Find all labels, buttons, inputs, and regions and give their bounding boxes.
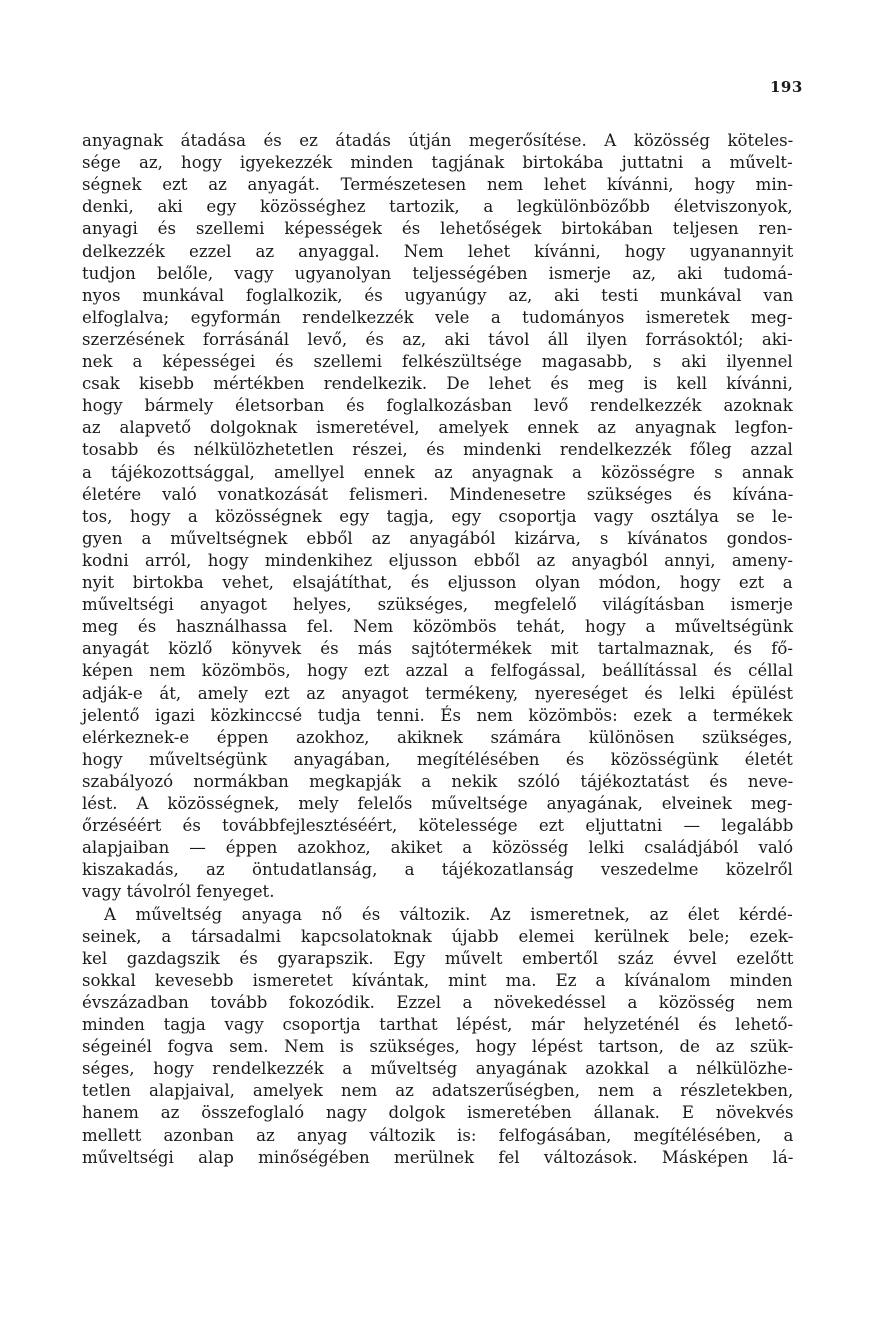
text-line: gyen a műveltségnek ebből az anyagából kizárva, s kívánatos gondos- [82,528,793,548]
text-line: elfoglalva; egyformán rendelkezzék vele a tudományos ismeretek meg- [82,307,793,327]
text-line: sokkal kevesebb ismeretet kívántak, mint ma. Ez a kívánalom minden [82,970,793,990]
text-line: tetlen alapjaival, amelyek nem az adatszerűségben, nem a részletekben, [82,1081,794,1101]
text-line: adják-e át, amely ezt az anyagot termékeny, nyereséget és lelki épülést [82,683,794,703]
text-line: hanem az összefoglaló nagy dolgok ismeretében állanak. E növekvés [82,1103,794,1123]
text-line: ségeinél fogva sem. Nem is szükséges, hogy lépést tartson, de az szük- [82,1037,794,1057]
text-line: seinek, a társadalmi kapcsolatoknak újabb elemei kerülnek bele; ezek- [82,926,794,946]
text-line: sége az, hogy igyekezzék minden tagjának birtokába juttatni a művelt- [82,153,793,173]
text-line: jelentő igazi közkinccsé tudja tenni. És nem közömbös: ezek a termékek [82,705,793,725]
text-line: nek a képességei és szellemi felkészültsége magasabb, s aki ilyennel [82,352,793,371]
page-number: 193 [770,78,803,96]
text-line: évszázadban tovább fokozódik. Ezzel a növekedéssel a közösség nem [82,992,793,1012]
text-line: séges, hogy rendelkezzék a műveltség anyagának azokkal a nélkülözhe- [82,1059,793,1079]
text-line: tosabb és nélkülözhetetlen részei, és mindenki rendelkezzék főleg azzal [82,440,793,460]
text-line: kel gazdagszik és gyarapszik. Egy művelt embertől száz évvel ezelőtt [82,948,794,968]
text-line: ségnek ezt az anyagát. Természetesen nem lehet kívánni, hogy min- [82,175,793,195]
text-line: kodni arról, hogy mindenkihez eljusson ebből az anyagból annyi, ameny- [82,550,794,570]
text-line: minden tagja vagy csoportja tarthat lépést, már helyzeténél és lehető- [82,1015,794,1034]
text-line: a tájékozottsággal, amellyel ennek az anyagnak a közösségre s annak [82,462,794,482]
text-line: életére való vonatkozását felismeri. Mindenesetre szükséges és kívána- [82,484,794,504]
text-line: nyit birtokba vehet, elsajátíthat, és eljusson olyan módon, hogy ezt a [82,573,793,592]
text-line: tudjon belőle, vagy ugyanolyan teljességében ismerje az, aki tudomá- [82,263,793,283]
text-line: szerzésének forrásánál levő, és az, aki távol áll ilyen forrásoktól; aki- [82,329,793,349]
text-line: szabályozó normákban megkapják a nekik szóló tájékoztatást és neve- [82,771,794,791]
text-line: az alapvető dolgoknak ismeretével, amelyek ennek az anyagnak legfon- [82,418,794,438]
text-line: műveltségi alap minőségében merülnek fel változások. Másképen lá- [82,1147,794,1167]
text-line: hogy műveltségünk anyagában, megítélésében és közösségünk életét [82,749,793,769]
text-line: őrzéséért és továbbfejlesztéséért, kötelessége ezt eljuttatni — legalább [82,816,794,836]
text-line: A műveltség anyaga nő és változik. Az ismeretnek, az élet kérdé- [104,904,793,924]
text-line: mellett azonban az anyag változik is: felfogásában, megítélésében, a [82,1125,794,1145]
text-line: műveltségi anyagot helyes, szükséges, megfelelő világításban ismerje [82,595,793,615]
text-line: képen nem közömbös, hogy ezt azzal a felfogással, beállítással és céllal [82,661,794,681]
text-line: vagy távolról fenyeget. [82,882,275,902]
text-line: tos, hogy a közösségnek egy tagja, egy csoportja vagy osztálya se le- [82,506,793,526]
text-line: denki, aki egy közösséghez tartozik, a legkülönbözőbb életviszonyok, [82,197,793,217]
text-line: alapjaiban — éppen azokhoz, akiket a közösség lelki családjából való [82,838,794,858]
text-line: nyos munkával foglalkozik, és ugyanúgy az, aki testi munkával van [82,285,794,305]
text-line: hogy bármely életsorban és foglalkozásban levő rendelkezzék azoknak [82,396,793,416]
text-line: anyagi és szellemi képességek és lehetőségek birtokában teljesen ren- [82,219,793,239]
text-line: delkezzék ezzel az anyaggal. Nem lehet kívánni, hogy ugyanannyit [82,241,794,261]
text-line: anyagát közlő könyvek és más sajtótermékek mit tartalmaznak, és fő- [82,639,793,659]
text-line: elérkeznek-e éppen azokhoz, akiknek számára különösen szükséges, [82,727,793,747]
text-line: csak kisebb mértékben rendelkezik. De lehet és meg is kell kívánni, [82,374,793,394]
text-line: anyagnak átadása és ez átadás útján megerősítése. A közösség köteles- [82,131,794,150]
text-line: meg és használhassa fel. Nem közömbös tehát, hogy a műveltségünk [82,617,794,637]
text-line: lést. A közösségnek, mely felelős műveltsége anyagának, elveinek meg- [82,794,793,813]
text-line: kiszakadás, az öntudatlanság, a tájékozatlanság veszedelme közelről [82,860,793,880]
